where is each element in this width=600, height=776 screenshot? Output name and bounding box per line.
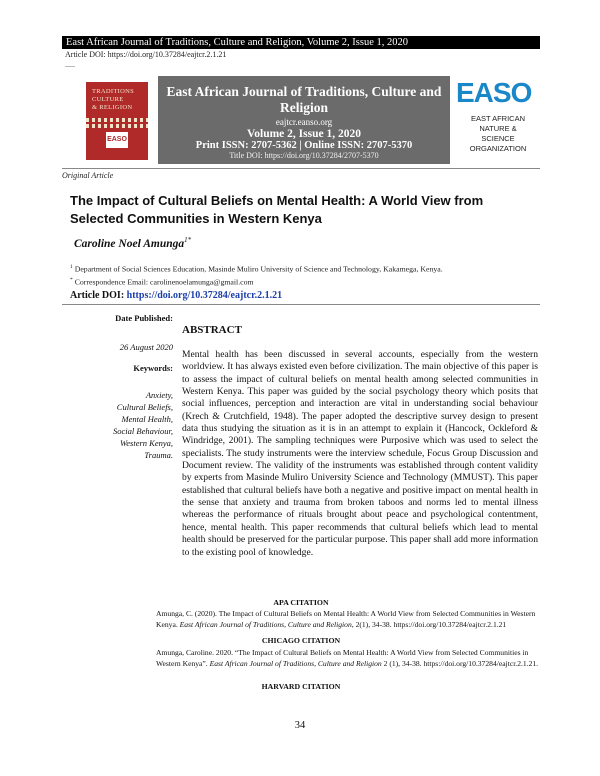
apa-citation [156,609,540,630]
date-published-value: 26 August 2020 [119,342,173,352]
journal-volume: Volume 2, Issue 1, 2020 [247,128,361,140]
affiliation-text: Department of Social Sciences Education, Masinde Muliro University of Science and Technology, Kakamega, Kenya. [74,264,443,274]
journal-info-band [158,76,450,164]
author-name: Caroline Noel Amunga [74,237,185,250]
apa-citation-heading: APA CITATION [273,598,329,607]
org-line: SCIENCE [481,134,515,143]
abstract-heading: ABSTRACT [182,324,242,336]
keywords-label: Keywords: [133,363,173,373]
article-type: Original Article [62,171,114,180]
org-line: EAST AFRICAN [470,114,526,123]
keyword: Anxiety, [145,390,173,400]
affiliation-sup: 1 [70,264,73,270]
chicago-journal: East African Journal of Traditions, Culture and Religion [209,658,382,668]
keyword: Mental Health, [121,414,173,424]
date-published-label: Date Published: [115,313,173,323]
cover-title [92,88,142,112]
apa-journal: East African Journal of Traditions, Culture and Religion [179,619,352,629]
journal-name: East African Journal of Traditions, Culture and Religion [166,84,442,115]
cover-line-1: TRADITIONS [92,88,134,95]
journal-url[interactable]: eajtcr.eanso.org [275,117,333,127]
publisher-logo [456,78,540,154]
page-number: 34 [294,720,306,731]
affiliations [70,262,540,287]
title-doi[interactable]: Title DOI: https://doi.org/10.37284/2707-5370 [229,151,379,160]
article-doi-label: Article DOI: [70,290,125,301]
divider [62,304,540,305]
apa-citation-text: Amunga, C. (2020). The Impact of Cultural Beliefs on Mental Health: A World View from Selected Communities in Western Kenya. [156,609,536,629]
affiliation [70,262,540,275]
cover-logo: EASO [106,132,128,148]
keyword: Western Kenya, [119,438,173,448]
org-line: ORGANIZATION [469,144,527,153]
easo-logo-icon: EASO [456,77,532,108]
correspondence-sup: * [70,276,73,283]
keyword: Trauma. [144,450,173,460]
chicago-citation-heading: CHICAGO CITATION [261,636,341,645]
correspondence [70,275,540,288]
cover-line-3: & RELIGION [92,104,133,111]
chicago-citation-text: Amunga, Caroline. 2020. “The Impact of Cultural Beliefs on Mental Health: A World View from Selected Communities in Western Kenya”. [156,648,529,668]
keyword: Cultural Beliefs, [116,402,173,412]
journal-cover-image [86,82,148,160]
author [74,236,191,250]
publisher-name [456,114,540,154]
journal-header [62,76,540,164]
article-doi-link[interactable]: https://doi.org/10.37284/eajtcr.2.1.21 [126,290,283,301]
cover-pattern [86,124,148,128]
article-sidebar [70,312,173,461]
header-mark [65,66,75,67]
divider [62,168,540,169]
chicago-citation [156,648,540,669]
article-title: The Impact of Cultural Beliefs on Mental Health: A World View from Selected Communities in Western Kenya [70,193,484,226]
cover-pattern [86,118,148,122]
cover-line-2: CULTURE [92,96,124,103]
running-header: East African Journal of Traditions, Culture and Religion, Volume 2, Issue 1, 2020 [62,36,540,49]
abstract-text: Mental health has been discussed in several accounts, especially from the western worldview. It has always existed even before civilization. The main objective of this paper is to assess the impact of cultural beliefs on mental health among selected communities in Western Kenya. This paper was guided by the social psychology theory which posits that social influences, perception and interaction are vital in understanding social behaviour (Krech & Crutchfield, 1948). The paper adopted the descriptive survey design to present data thus studying the situation as it is in an attempt to explain it (Hancock, Ockleford & Windridge, 2001). The sampling techniques were Purposive which was used to select the specialists. The study instruments were the interview schedule, Focus Group Discussion and Document review. The validity of the instruments was established through content validity by experts from Masinde Muliro University Science and Technology (MMUST). This paper established that cultural beliefs have both a negative and positive impact on mental health in the sense that anxiety and trauma from broken taboos and norms led to mental illness whereas the performance of rituals brought about peace and psychological contentment, hence, mental health. This paper recommends that cultural beliefs which lead to mental health should be preserved for the particular purpose. This paper shall add more information to the existing pool of knowledge. [182,349,538,558]
journal-issn: Print ISSN: 2707-5362 | Online ISSN: 2707-5370 [195,140,413,151]
correspondence-text[interactable]: Correspondence Email: carolinenoelamunga@gmail.com [74,277,254,287]
chicago-citation-tail: 2 (1), 34-38. https://doi.org/10.37284/eajtcr.2.1.21. [381,658,539,668]
author-sup: 1* [184,236,192,244]
harvard-citation-heading: HARVARD CITATION [261,682,341,691]
keyword: Social Behaviour, [113,426,173,436]
org-line: NATURE & [479,124,517,133]
running-doi[interactable]: Article DOI: https://doi.org/10.37284/eajtcr.2.1.21 [65,50,227,59]
apa-citation-tail: , 2(1), 34-38. https://doi.org/10.37284/eajtcr.2.1.21 [351,619,507,629]
article-doi [70,290,282,301]
